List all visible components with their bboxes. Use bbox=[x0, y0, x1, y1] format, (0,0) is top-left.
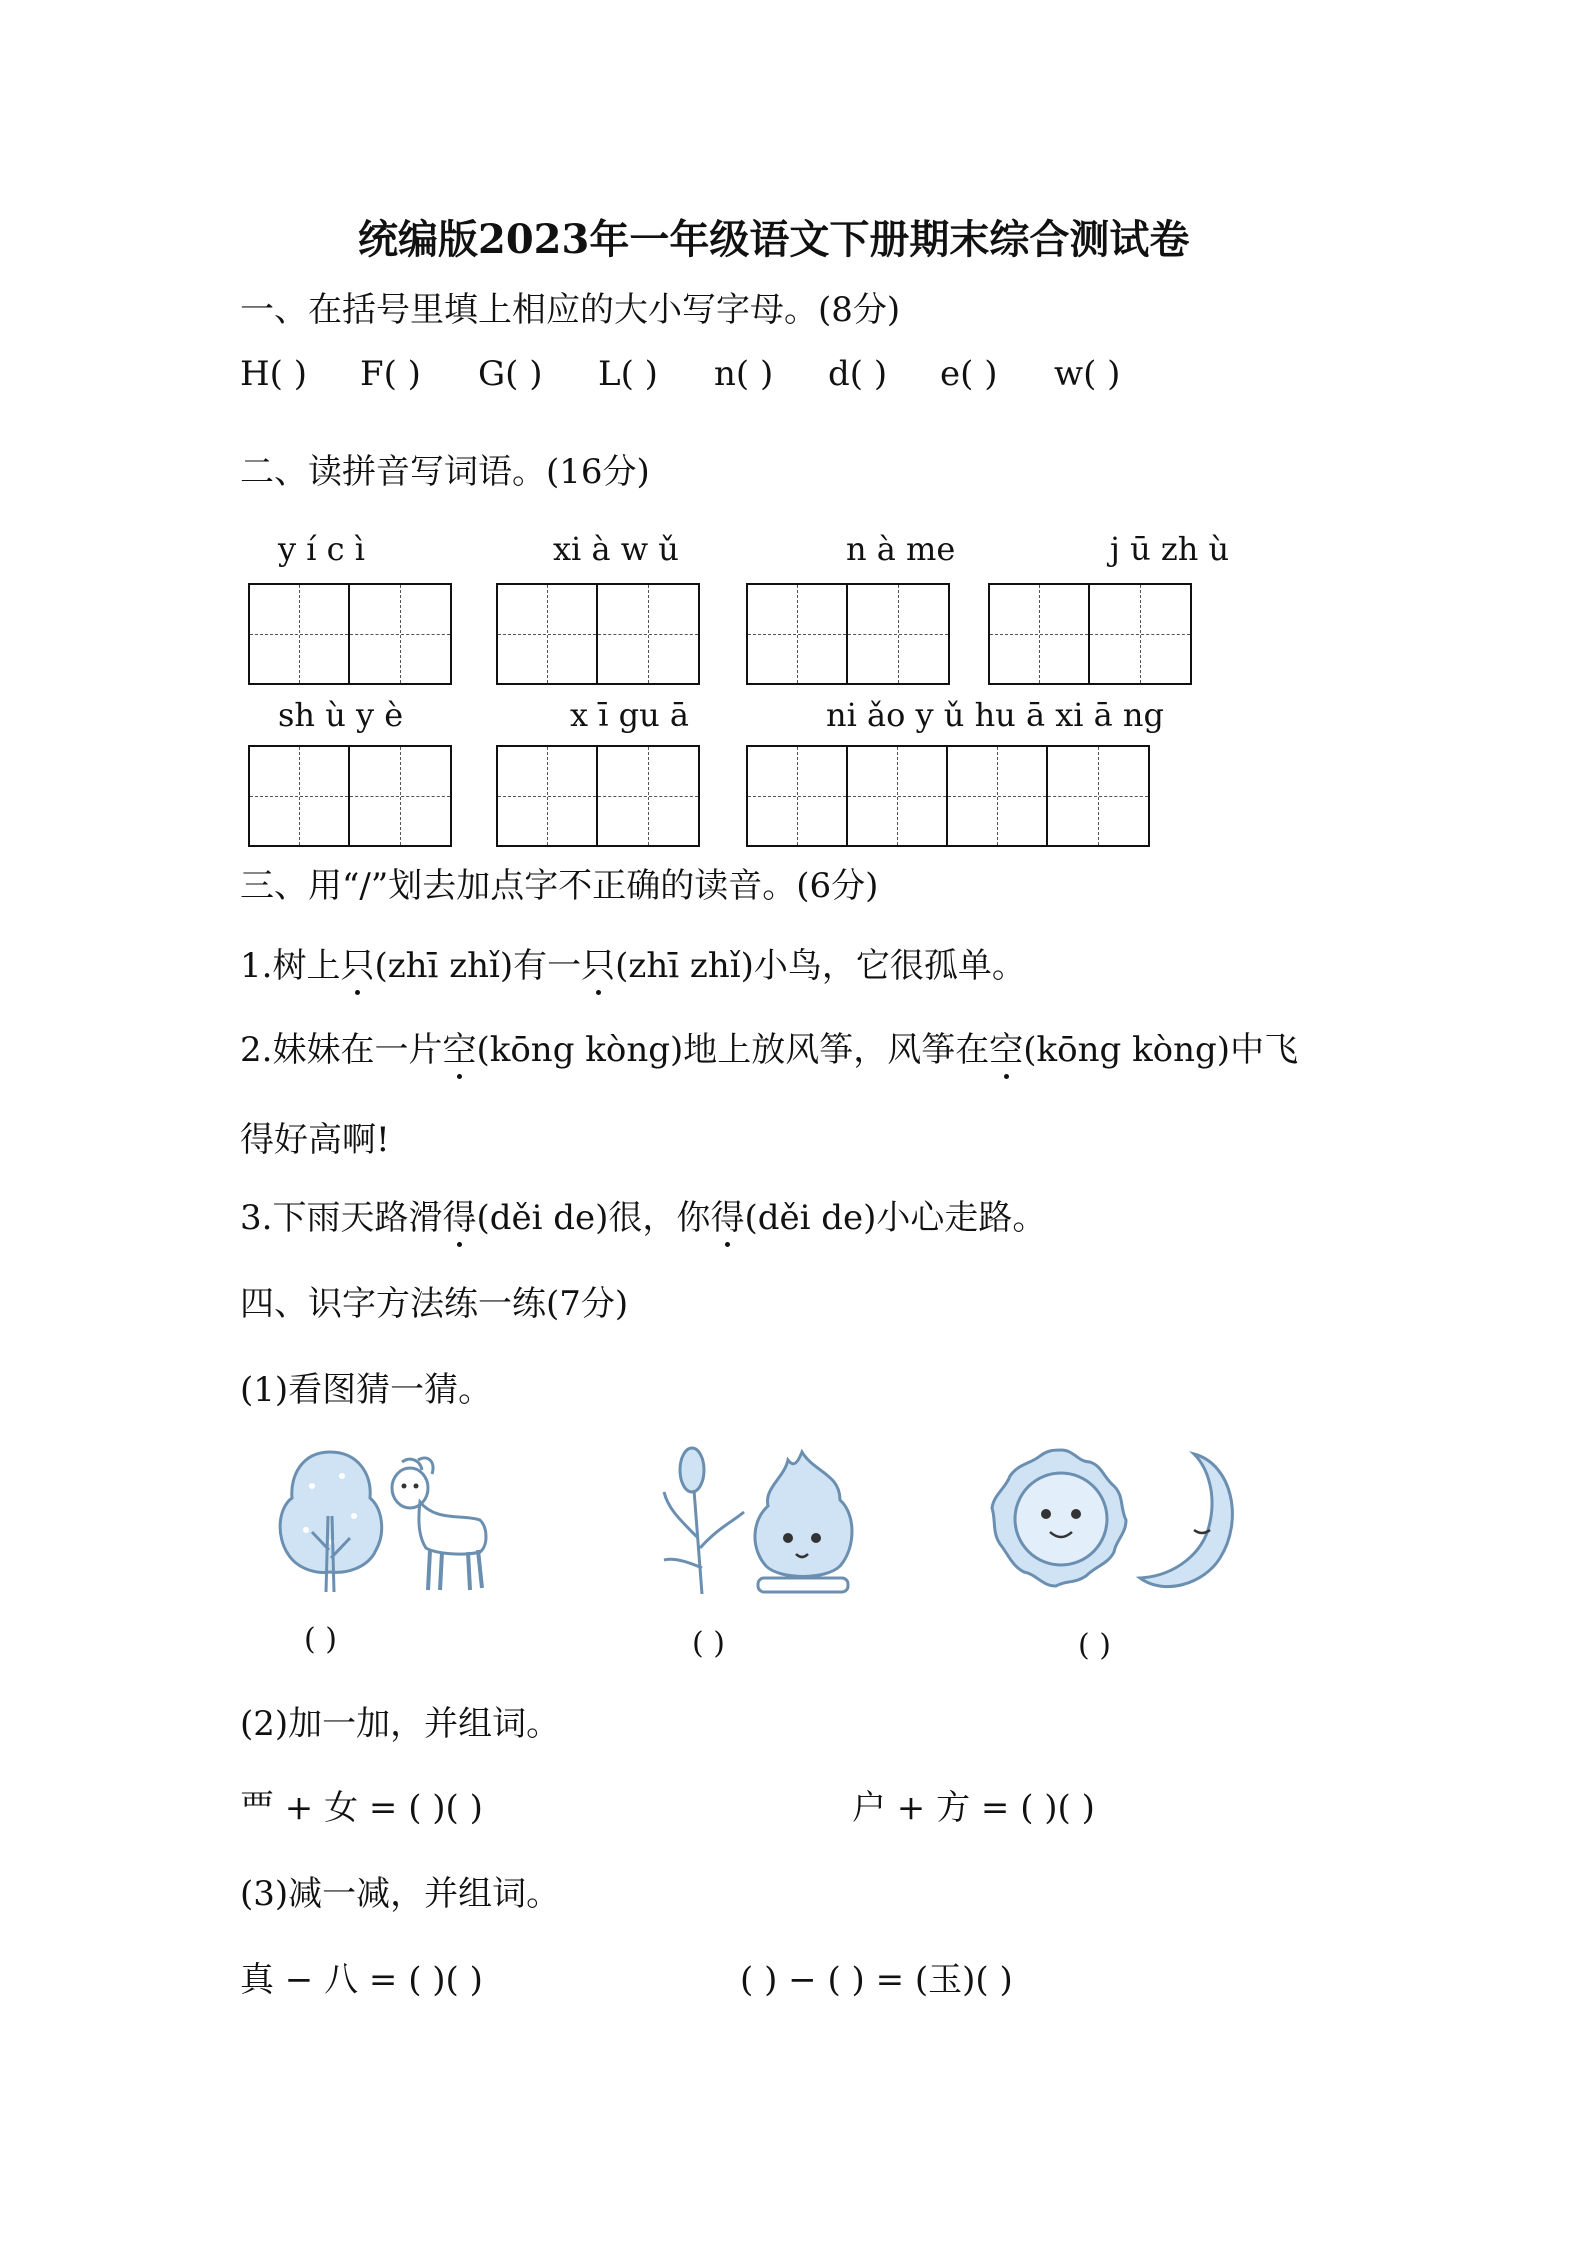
goat-icon bbox=[384, 1452, 494, 1594]
q1-item: F( ) bbox=[360, 354, 421, 394]
page-title: 统编版2023年一年级语文下册期末综合测试卷 bbox=[358, 216, 1190, 263]
tree-icon bbox=[272, 1446, 390, 1594]
pinyin: n à me bbox=[846, 530, 956, 568]
add-equation: 覀 + 女 = ( )( ) bbox=[240, 1788, 483, 1828]
dotted-char: 得 bbox=[710, 1190, 744, 1239]
writing-grid[interactable] bbox=[746, 745, 1150, 847]
writing-grid[interactable] bbox=[988, 583, 1192, 685]
grain-icon bbox=[658, 1448, 748, 1598]
q3-sentence-1: 1.树上只(zhī zhǐ)有一只(zhī zhǐ)小鸟，它很孤单。 bbox=[240, 938, 1026, 987]
pinyin: sh ù y è bbox=[278, 696, 404, 734]
q1-item: n( ) bbox=[714, 354, 774, 394]
dotted-char: 得 bbox=[442, 1190, 476, 1239]
q3-heading: 三、用“/”划去加点字不正确的读音。(6分) bbox=[240, 866, 879, 906]
pinyin: xi à w ǔ bbox=[553, 530, 679, 568]
moon-icon bbox=[1134, 1450, 1244, 1598]
q1-item: L( ) bbox=[598, 354, 658, 394]
q1-heading: 一、在括号里填上相应的大小写字母。(8分) bbox=[240, 290, 901, 330]
pinyin: j ū zh ù bbox=[1110, 530, 1230, 568]
add-equation: 户 + 方 = ( )( ) bbox=[852, 1788, 1095, 1828]
q1-item: G( ) bbox=[478, 354, 543, 394]
q2-heading: 二、读拼音写词语。(16分) bbox=[240, 452, 650, 492]
answer-paren[interactable]: ( ) bbox=[692, 1626, 725, 1661]
answer-paren[interactable]: ( ) bbox=[1078, 1628, 1111, 1663]
writing-grid[interactable] bbox=[496, 583, 700, 685]
answer-paren[interactable]: ( ) bbox=[304, 1622, 337, 1657]
pinyin: x ī gu ā bbox=[570, 696, 689, 734]
writing-grid[interactable] bbox=[496, 745, 700, 847]
writing-grid[interactable] bbox=[248, 745, 452, 847]
q4-part-2: (2)加一加，并组词。 bbox=[240, 1704, 561, 1744]
q1-item: e( ) bbox=[940, 354, 998, 394]
q4-heading: 四、识字方法练一练(7分) bbox=[240, 1284, 629, 1324]
pinyin: y í c ì bbox=[278, 530, 365, 568]
q4-part-3: (3)减一减，并组词。 bbox=[240, 1874, 561, 1914]
q3-sentence-3: 3.下雨天路滑得(děi de)很，你得(děi de)小心走路。 bbox=[240, 1190, 1046, 1239]
fire-icon bbox=[744, 1448, 864, 1598]
dotted-char: 只 bbox=[581, 938, 615, 987]
dotted-char: 只 bbox=[340, 938, 374, 987]
dotted-char: 空 bbox=[442, 1022, 476, 1071]
writing-grid[interactable] bbox=[746, 583, 950, 685]
q1-item: d( ) bbox=[828, 354, 888, 394]
sun-icon bbox=[986, 1444, 1136, 1594]
q3-sentence-2: 2.妹妹在一片空(kōng kòng)地上放风筝，风筝在空(kōng kòng)中飞 bbox=[240, 1022, 1298, 1071]
q1-items bbox=[240, 354, 1120, 394]
writing-grid[interactable] bbox=[248, 583, 452, 685]
sub-equation: ( ) − ( ) = (玉)( ) bbox=[740, 1960, 1013, 2000]
q1-item: H( ) bbox=[240, 354, 307, 394]
q1-item: w( ) bbox=[1054, 354, 1121, 394]
q4-part-1: (1)看图猜一猜。 bbox=[240, 1370, 493, 1410]
q3-sentence-2-cont: 得好高啊! bbox=[240, 1120, 390, 1160]
sub-equation: 真 − 八 = ( )( ) bbox=[240, 1960, 483, 2000]
dotted-char: 空 bbox=[989, 1022, 1023, 1071]
pinyin: ni ǎo y ǔ hu ā xi ā ng bbox=[826, 696, 1164, 734]
